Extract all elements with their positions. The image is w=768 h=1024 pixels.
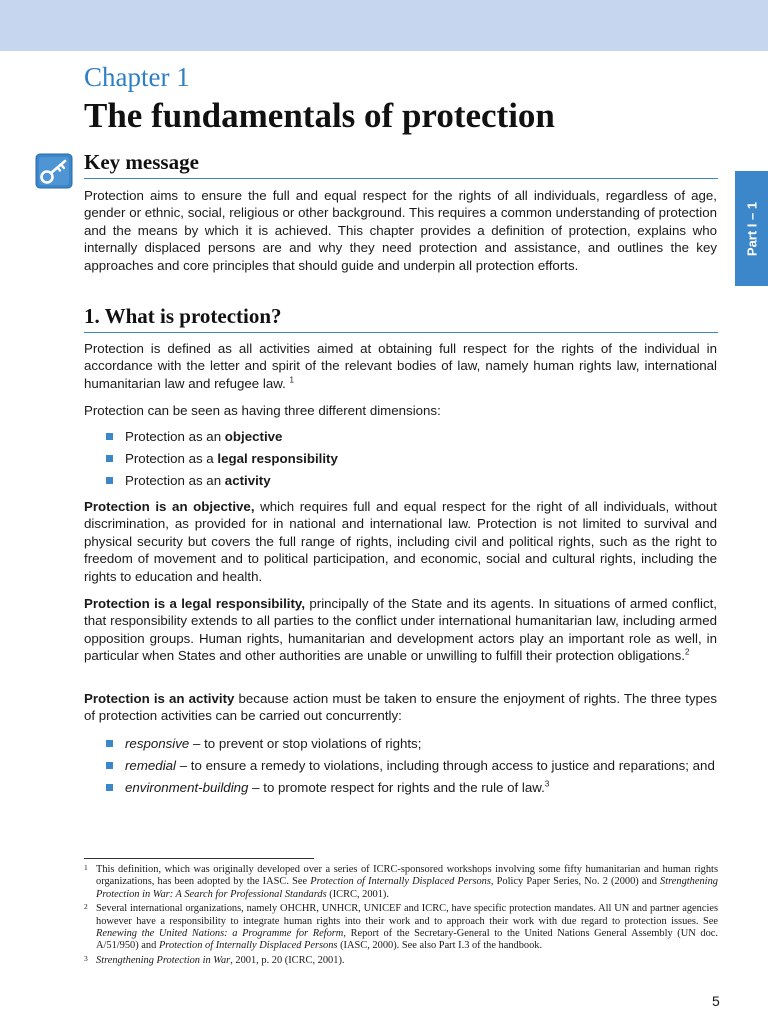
footnote-ref-2[interactable]: 2 — [684, 647, 690, 657]
footnote-3: 3 Strengthening Protection in War, 2001, p. 20 (ICRC, 2001). — [84, 953, 345, 966]
footnote-number: 1 — [84, 863, 88, 872]
definition-paragraph: Protection is defined as all activities aimed at obtaining full respect for the rights of the individual in accordance with the letter and spirit of the relevant bodies of law, namely human rights law, international humanitarian law and refugee law. $^1$ — [84, 341, 717, 391]
footnote-1: 1 This definition, which was originally developed over a series of ICRC-sponsored workshops involving some fifty humanitarian and human rights organizations, has been adopted by the IASC. See Protection of Internally Displaced Persons, Policy Paper Series, No. 2 (2000) and Strengthening Protection in War: A Search for Professional Standards (ICRC, 2001). — [84, 863, 718, 900]
list-item: Protection as a legal responsibility — [104, 450, 717, 467]
legal-responsibility-paragraph: Protection is a legal responsibility, principally of the State and its agents. In situations of armed conflict, that responsibility extends to all parties to the conflict under international humanitarian law, including armed opposition groups. Human rights, humanitarian and development actors play an important role as well, in particular when States and other authorities are unable or unwilling to fulfill their protection obligations.$^2$ — [84, 596, 717, 664]
activity-paragraph: Protection is an activity because action must be taken to ensure the enjoyment of rights. The three types of protection activities can be carried out concurrently: — [84, 691, 717, 724]
footnotes — [84, 864, 718, 969]
footnote-number: 2 — [84, 902, 88, 912]
dimensions-intro: Protection can be seen as having three different dimensions: — [84, 403, 441, 418]
footnote-ref-3[interactable]: 3 — [544, 779, 550, 789]
footnote-2: 2 Several international organizations, namely OHCHR, UNHCR, UNICEF and ICRC, have specific protection mandates. All UN and partner agencies however have a responsibility to integrate human rights into their work and to approach their work with due regard to protection issues. See Renewing the United Nations: a Programme for Reform, Report of the Secretary-General to the United Nations General Assembly (UN doc. A/51/950) and Protection of Internally Displaced Persons (IASC, 2000). See also Part I.3 of the handbook. — [84, 902, 719, 952]
footnote-divider — [84, 858, 314, 859]
list-item: Protection as an objective — [104, 428, 717, 445]
key-icon — [35, 153, 73, 189]
list-item: Protection as an activity — [104, 472, 717, 489]
part-tab — [735, 171, 768, 286]
footnote-ref-1[interactable]: 1 — [289, 375, 294, 385]
part-tab-label: Part I – 1 — [744, 201, 759, 256]
activity-types-list — [104, 735, 717, 796]
header-band — [0, 0, 768, 51]
chapter-label: Chapter 1 — [84, 62, 190, 92]
page-number: 5 — [712, 993, 720, 1009]
footnote-number: 3 — [84, 953, 88, 963]
key-message-heading: Key message — [84, 150, 718, 179]
objective-paragraph: Protection is an objective, which requires full and equal respect for the right of all individuals, without discrimination, as provided for in national and international law. Protection is not limited to survival and physical security but covers the full range of rights, including civil and political rights, such as the right to freedom of movement and to political participation, and economic, social and cultural rights, including the rights to education and health. — [84, 499, 717, 584]
dimensions-list — [104, 428, 717, 489]
key-message-text: Protection aims to ensure the full and equal respect for the rights of all individuals, regardless of age, gender or ethnic, social, religious or other background. This requires a common understanding of protection and the means by which it is achieved. This chapter provides a definition of protection, explains who internally displaced persons are and why they need protection and assistance, and outlines the key approaches and core principles that should guide and underpin all protection efforts. — [84, 188, 717, 273]
list-item: remedial – to ensure a remedy to violations, including through access to justice and reparations; and — [104, 757, 717, 774]
chapter-title: The fundamentals of protection — [84, 96, 555, 135]
list-item: responsive – to prevent or stop violations of rights; — [104, 735, 717, 752]
section-heading-what-is-protection: 1. What is protection? — [84, 304, 718, 333]
list-item: environment-building – to promote respect for rights and the rule of law.$^3$ — [104, 779, 717, 796]
